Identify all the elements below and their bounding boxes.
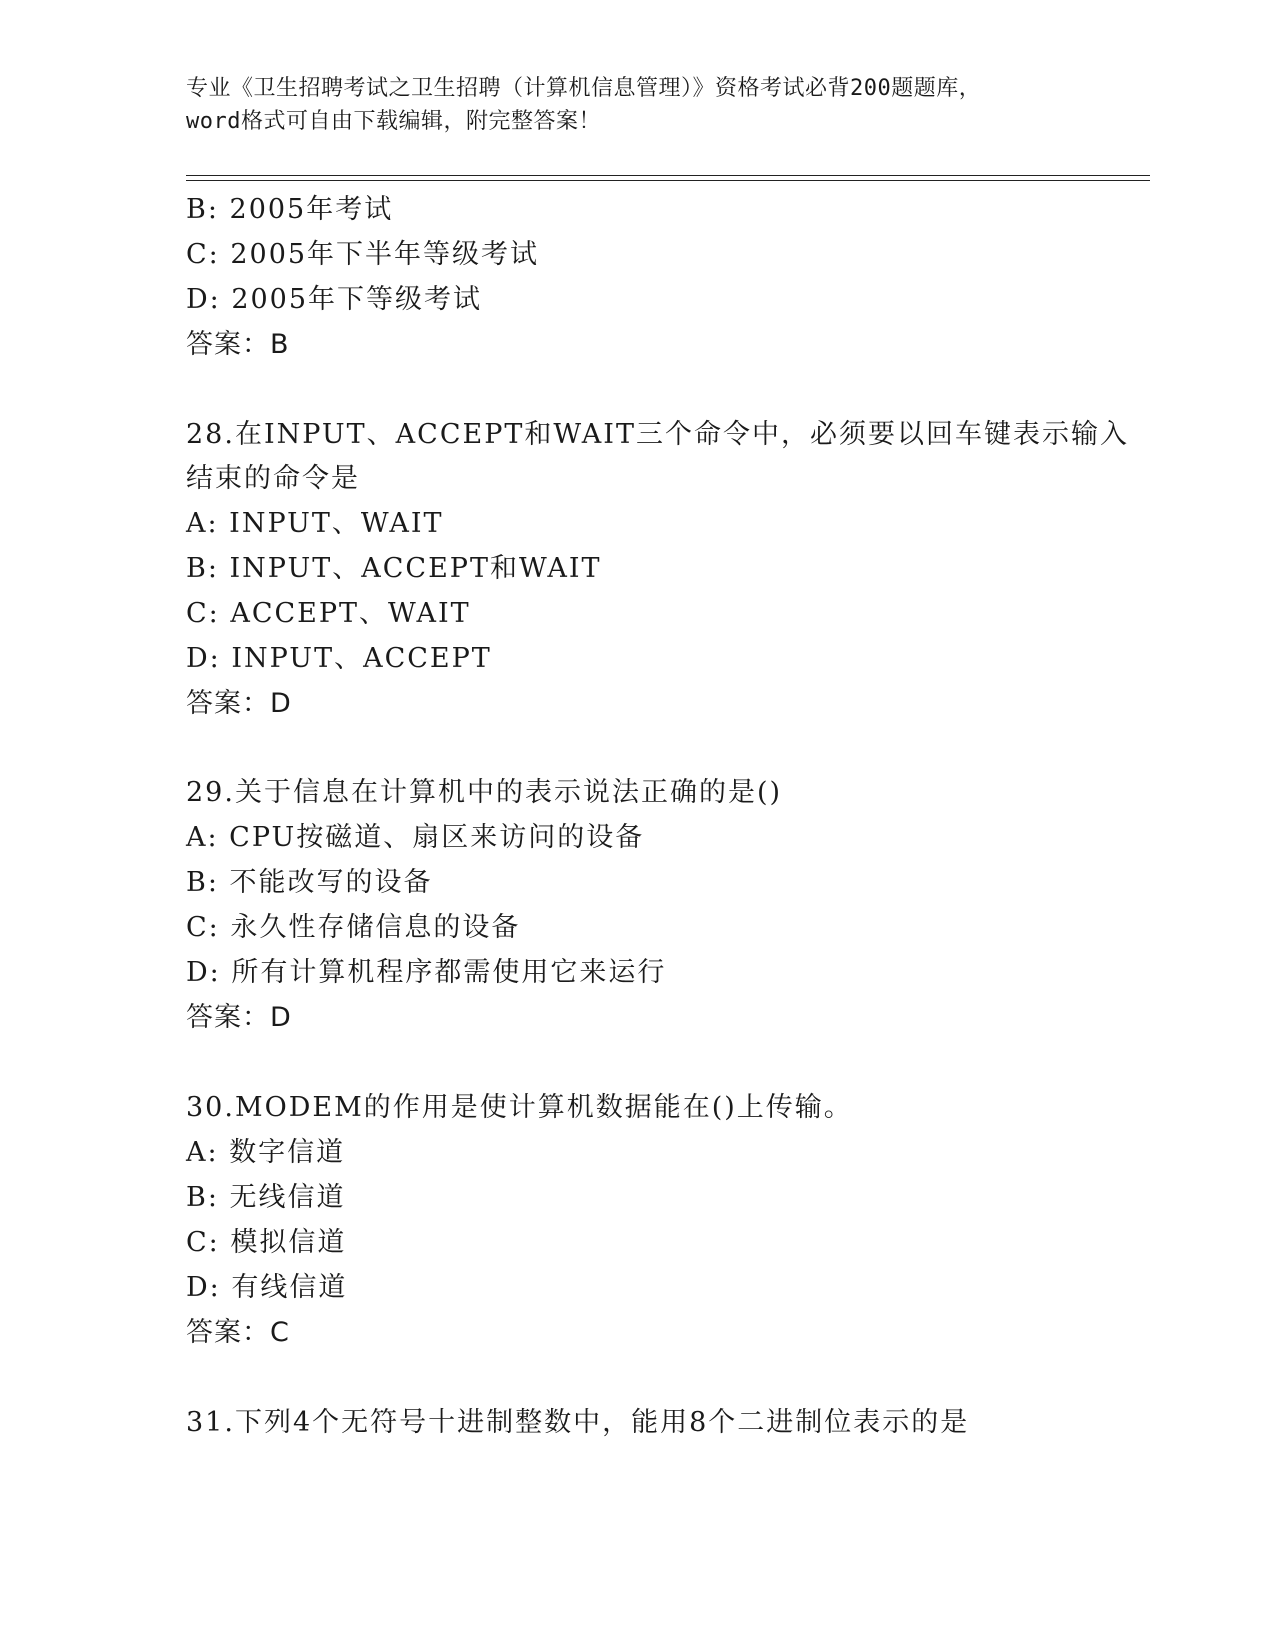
q29-option-b: B: 不能改写的设备 xyxy=(186,867,433,898)
q27-answer: 答案：B xyxy=(186,329,290,360)
q30-option-b: B: 无线信道 xyxy=(186,1182,346,1213)
q27-option-d: D: 2005年下等级考试 xyxy=(186,284,483,315)
q30-option-d: D: 有线信道 xyxy=(186,1272,348,1303)
q30-answer: 答案：C xyxy=(186,1317,290,1348)
q27-option-c: C: 2005年下半年等级考试 xyxy=(186,239,540,270)
q30-option-a: A: 数字信道 xyxy=(186,1137,346,1168)
q29-stem: 29.关于信息在计算机中的表示说法正确的是() xyxy=(186,777,783,808)
q28-stem-line-1: 28.在INPUT、ACCEPT和WAIT三个命令中，必须要以回车键表示输入 xyxy=(186,419,1129,450)
q28-answer: 答案：D xyxy=(186,688,292,719)
q28-option-a: A: INPUT、WAIT xyxy=(186,508,444,539)
q28-option-c: C: ACCEPT、WAIT xyxy=(186,598,471,629)
q27-option-b: B: 2005年考试 xyxy=(186,194,394,225)
q28-option-d: D: INPUT、ACCEPT xyxy=(186,643,492,674)
q28-option-b: B: INPUT、ACCEPT和WAIT xyxy=(186,553,602,584)
q29-option-d: D: 所有计算机程序都需使用它来运行 xyxy=(186,957,667,988)
q29-option-a: A: CPU按磁道、扇区来访问的设备 xyxy=(186,822,645,853)
q29-option-c: C: 永久性存储信息的设备 xyxy=(186,912,521,943)
q31-stem: 31.下列4个无符号十进制整数中，能用8个二进制位表示的是 xyxy=(186,1407,970,1438)
q29-answer: 答案：D xyxy=(186,1002,292,1033)
header-line-1: 专业《卫生招聘考试之卫生招聘（计算机信息管理）》资格考试必背200题题库， xyxy=(186,76,982,101)
header-divider-bottom xyxy=(186,180,1150,181)
header-divider-top xyxy=(186,175,1150,176)
q28-stem-line-2: 结束的命令是 xyxy=(186,463,360,494)
document-header xyxy=(186,72,1086,138)
q30-option-c: C: 模拟信道 xyxy=(186,1227,347,1258)
header-line-2: word格式可自由下载编辑，附完整答案！ xyxy=(186,109,601,134)
q30-stem: 30.MODEM的作用是使计算机数据能在()上传输。 xyxy=(186,1092,853,1123)
